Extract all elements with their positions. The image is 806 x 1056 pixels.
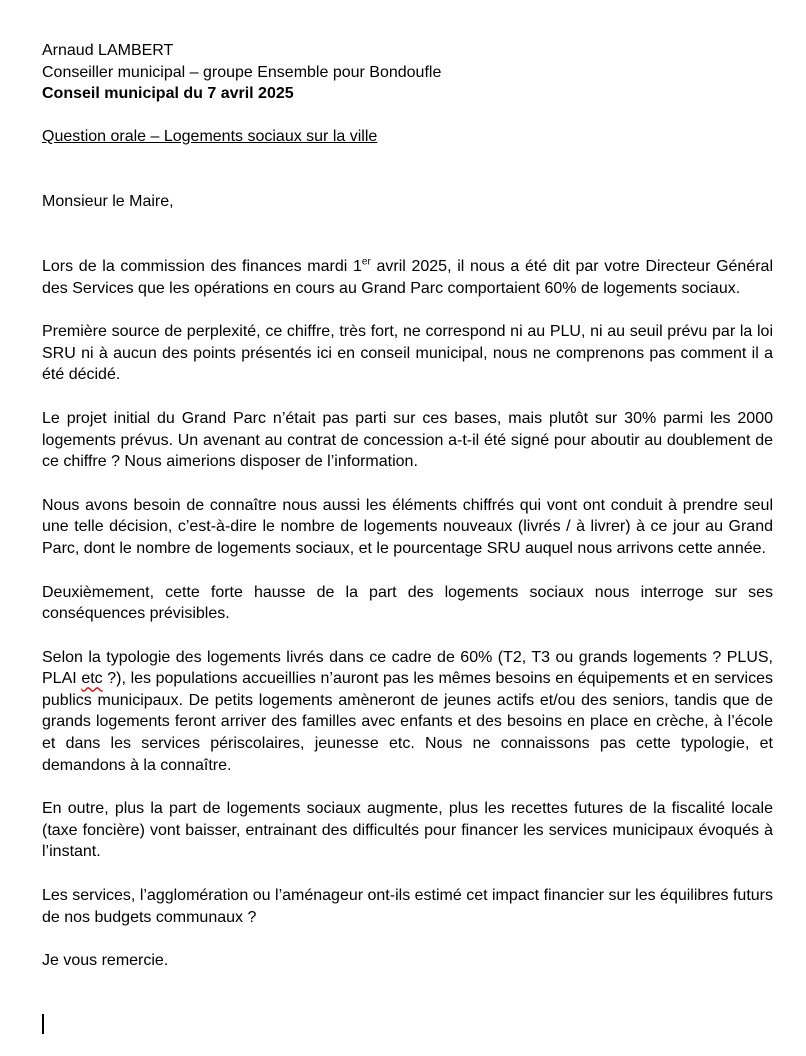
paragraph-3: Le projet initial du Grand Parc n’était pas parti sur ces bases, mais plutôt sur 30% parmi les 2000 logements prévus. Un avenant au contrat de concession a-t-il été signé pour aboutir au doublement de ce chiffre ? Nous aimerions disposer de l’information. [42, 409, 773, 471]
paragraph-2: Première source de perplexité, ce chiffre, très fort, ne correspond ni au PLU, ni au seuil prévu par la loi SRU ni à aucun des points présentés ici en conseil municipal, nous ne comprenons pas comment il a été décidé. [42, 323, 773, 384]
paragraph-6 [42, 647, 773, 777]
paragraph-7: En outre, plus la part de logements sociaux augmente, plus les recettes futures de la fiscalité locale (taxe foncière) vont baisser, entrainant des difficultés pour financer les services municipaux évoqués à l’instant. [42, 800, 773, 861]
spellcheck-flagged-word[interactable]: etc [81, 670, 103, 688]
salutation: Monsieur le Maire, [42, 193, 174, 211]
paragraph-5: Deuxièmement, cette forte hausse de la part des logements sociaux nous interroge sur ses conséquences prévisibles. [42, 583, 773, 623]
author-role: Conseiller municipal – groupe Ensemble pour Bondoufle [42, 63, 442, 81]
paragraph-6-end: ?), les populations accueillies n’auront pas les mêmes besoins en équipements et en services publics municipaux. De petits logements amèneront de jeunes actifs et/ou des seniors, tandis que de grands logements feront arriver des familles avec enfants et des besoins en place en crèche, à l’école et dans les services périscolaires, jeunesse etc. Nous ne connaissons pas cette typologie, et demandons à la connaître. [42, 670, 773, 774]
paragraph-6-start: Selon la typologie des logements livrés dans ce cadre de 60% (T2, T3 ou grands logements ? PLUS, PLAI [42, 648, 773, 688]
text-cursor [42, 1014, 44, 1034]
document-body[interactable] [42, 40, 773, 972]
author-name: Arnaud LAMBERT [42, 42, 174, 59]
meeting-title: Conseil municipal du 7 avril 2025 [42, 85, 294, 103]
paragraph-1-start: Lors de la commission des finances mardi 1 [42, 257, 362, 275]
paragraph-4: Nous avons besoin de connaître nous aussi les éléments chiffrés qui vont ont conduit à prendre seul une telle décision, c’est-à-dire le nombre de logements nouveaux (livrés / à livrer) à ce jour au Grand Parc, dont le nombre de logements sociaux, et le pourcentage SRU auquel nous arrivons cette année. [42, 496, 773, 557]
paragraph-1 [42, 256, 773, 299]
ordinal-superscript: er [361, 256, 371, 268]
paragraph-1-end: avril 2025, il nous a été dit par votre Directeur Général des Services que les opérations en cours au Grand Parc comportaient 60% de logements sociaux. [42, 257, 774, 297]
subject-line: Question orale – Logements sociaux sur la ville [42, 127, 378, 145]
paragraph-8: Les services, l’agglomération ou l’aménageur ont-ils estimé cet impact financier sur les équilibres futurs de nos budgets communaux ? [42, 887, 773, 926]
closing-line: Je vous remercie. [42, 952, 169, 970]
